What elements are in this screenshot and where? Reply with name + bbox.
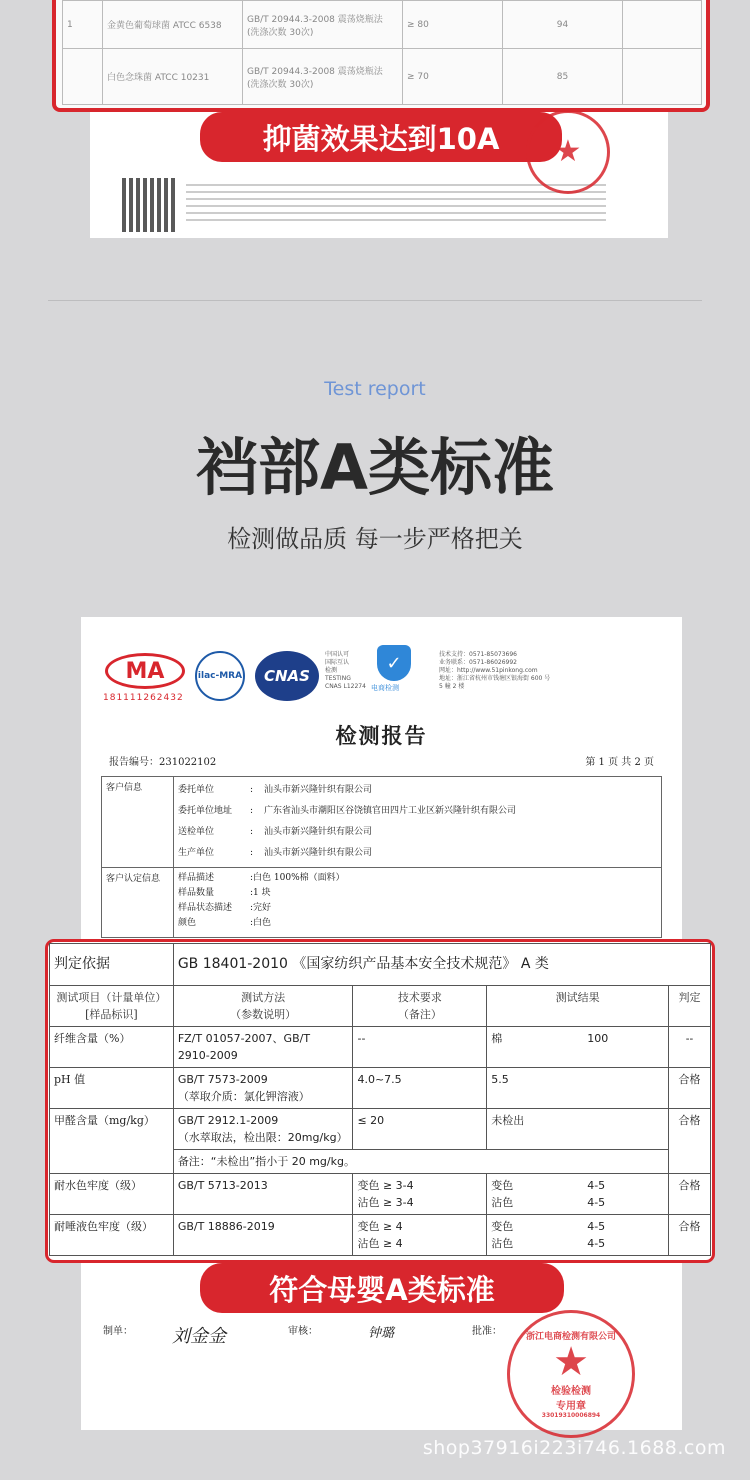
results-table bbox=[49, 943, 711, 1256]
client-info-table bbox=[101, 776, 662, 938]
top-seal-icon bbox=[526, 110, 610, 194]
table-row: 白色念珠菌 ATCC 10231 GB/T 20944.3-2008 震荡烧瓶法 (洗涤次数 30次) ≥ 70 85 bbox=[63, 49, 702, 105]
official-seal-icon: 浙江电商检测有限公司 ★ 检验检测 专用章 33019310006894 bbox=[507, 1310, 635, 1438]
results-table-frame bbox=[45, 939, 715, 1263]
table-row: pH 值 GB/T 7573-2009 （萃取介质：氯化钾溶液） 4.0~7.5 5.5 合格 bbox=[50, 1068, 711, 1109]
cma-logo-icon: MA bbox=[105, 653, 185, 689]
maker-label: 制单： bbox=[103, 1326, 133, 1337]
reviewer-label: 审核： bbox=[288, 1326, 318, 1337]
list-item: 委托单位地址 : 广东省汕头市潮阳区谷饶镇官田四片工业区新兴隆针织有限公司 bbox=[178, 806, 517, 816]
compliance-banner: 符合母婴A类标准 bbox=[200, 1263, 564, 1313]
list-item: 样品状态描述 : 完好 bbox=[178, 903, 272, 913]
star-icon: ★ bbox=[554, 134, 582, 169]
cnas-logo-icon: CNAS bbox=[255, 651, 319, 701]
antibacterial-table-frame bbox=[52, 0, 710, 112]
table-header: 测试项目（计量单位） [样品标识] 测试方法 （参数说明） 技术要求 （备注） 测试结果 判定 bbox=[50, 986, 711, 1027]
table-row: 甲醛含量（mg/kg） GB/T 2912.1-2009 （水萃取法，检出限：20mg/kg） ≤ 20 未检出 合格 bbox=[50, 1109, 711, 1150]
star-icon: ★ bbox=[553, 1339, 589, 1385]
page-indicator: 第 1 页 共 2 页 bbox=[585, 757, 654, 768]
list-item: 送检单位 : 汕头市新兴隆针织有限公司 bbox=[178, 827, 373, 837]
shop-watermark: shop37916i223i746.1688.com bbox=[422, 1437, 726, 1459]
page-tagline: 检测做品质 每一步严格把关 bbox=[227, 525, 523, 553]
ecommerce-label: 电商检测 bbox=[371, 684, 399, 692]
contact-info: 技术支持：0571-85073696 业务联系：0571-86026992 网址：http://www.51pinkong.com 地址：浙江省杭州市钱塘区银海街 600 号 5 幢 2 楼 bbox=[439, 651, 551, 690]
section-divider bbox=[48, 300, 702, 301]
report-number: 报告编号：231022102 bbox=[109, 757, 217, 768]
report-footer-text bbox=[186, 184, 606, 224]
antibacterial-table bbox=[62, 0, 702, 105]
ilac-mra-logo-icon: ilac-MRA bbox=[195, 651, 245, 701]
page-title: 裆部A类标准 bbox=[196, 431, 554, 504]
list-item: 颜色 : 白色 bbox=[178, 918, 272, 928]
list-item: 样品数量 : 1 块 bbox=[178, 888, 271, 898]
maker-signature: 刘金金 bbox=[172, 1326, 226, 1347]
table-row: 耐唾液色牢度（级） GB/T 18886-2019 变色 ≥ 4 沾色 ≥ 4 变色 4-5 沾色 4-5 合格 bbox=[50, 1215, 711, 1256]
table-row: 耐水色牢度（级） GB/T 5713-2013 变色 ≥ 3-4 沾色 ≥ 3-4 变色 4-5 沾色 4-5 合格 bbox=[50, 1174, 711, 1215]
antibacterial-banner: 抑菌效果达到10A bbox=[200, 112, 562, 162]
report-title: 检测报告 bbox=[335, 723, 428, 748]
subtitle-en: Test report bbox=[324, 378, 426, 400]
list-item: 样品描述 : 白色 100%棉（面料） bbox=[178, 873, 345, 883]
cert-text: 中国认可 国际互认 检测 TESTING CNAS L12274 bbox=[325, 651, 366, 690]
list-item: 委托单位 : 汕头市新兴隆针织有限公司 bbox=[178, 785, 373, 795]
approver-label: 批准： bbox=[472, 1326, 502, 1337]
cma-number: 181111262432 bbox=[103, 693, 184, 703]
formaldehyde-note: 备注：“未检出”指小于 20 mg/kg。 bbox=[173, 1150, 668, 1174]
table-row: 1 金黄色葡萄球菌 ATCC 6538 GB/T 20944.3-2008 震荡烧瓶法 (洗涤次数 30次) ≥ 80 94 bbox=[63, 1, 702, 49]
table-row: 判定依据 GB 18401-2010 《国家纺织产品基本安全技术规范》 A 类 bbox=[50, 944, 711, 986]
ecommerce-testing-shield-icon: ✓ bbox=[377, 645, 411, 681]
table-row: 客户认定信息 样品描述 : 白色 100%棉（面料） 样品数量 : 1 块 样品状态描述 : 完好 颜色 : 白色 bbox=[102, 868, 662, 938]
table-row: 客户信息 委托单位 : 汕头市新兴隆针织有限公司 委托单位地址 : 广东省汕头市潮阳区谷饶镇官田四片工业区新兴隆针织有限公司 送检单位 : 汕头市新兴隆针织有限公司 生产单位 : 汕头市新兴隆针织有限公司 bbox=[102, 777, 662, 868]
list-item: 生产单位 : 汕头市新兴隆针织有限公司 bbox=[178, 848, 373, 858]
table-row: 纤维含量（%） FZ/T 01057-2007、GB/T 2910-2009 -- 棉 100 -- bbox=[50, 1027, 711, 1068]
qr-code-icon bbox=[122, 178, 176, 232]
reviewer-signature: 钟璐 bbox=[368, 1326, 395, 1341]
